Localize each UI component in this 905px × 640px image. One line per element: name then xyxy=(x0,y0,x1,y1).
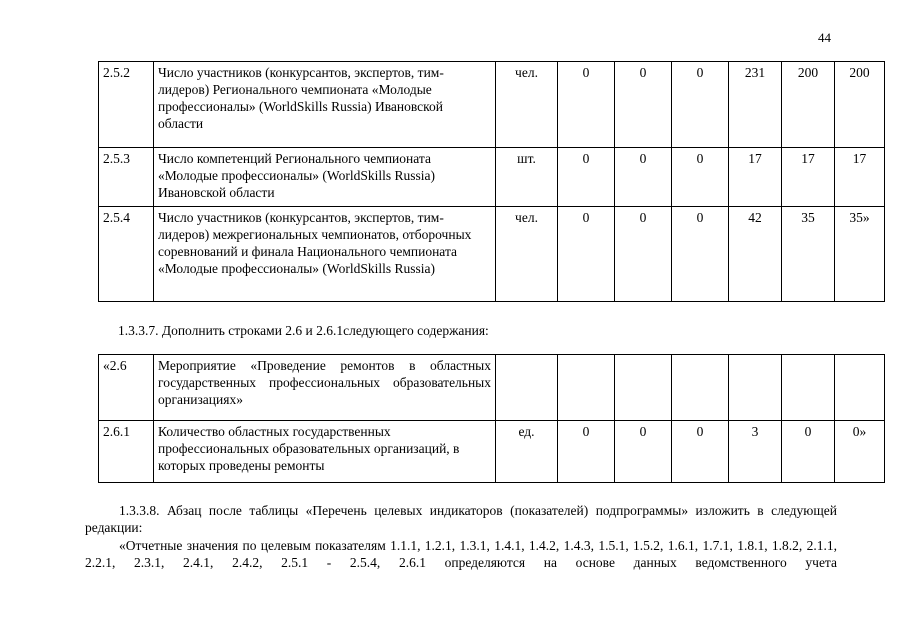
indicator-name: Мероприятие «Проведение ремонтов в областных государственных профессиональных образовательных организациях» xyxy=(154,355,496,421)
value-cell xyxy=(835,355,885,421)
value-cell: 17 xyxy=(835,148,885,207)
value-cell: 35 xyxy=(782,207,835,302)
value-cell: 35» xyxy=(835,207,885,302)
indicator-name: Количество областных государственных профессиональных образовательных организаций, в которых проведены ремонты xyxy=(154,421,496,483)
unit-cell: ед. xyxy=(496,421,558,483)
value-cell xyxy=(558,355,615,421)
value-cell: 3 xyxy=(729,421,782,483)
row-number: 2.6.1 xyxy=(99,421,154,483)
value-cell: 0 xyxy=(558,421,615,483)
value-cell: 0 xyxy=(672,62,729,148)
paragraph-quote: «Отчетные значения по целевым показателям 1.1.1, 1.2.1, 1.3.1, 1.4.1, 1.4.2, 1.4.3, 1.5.1, 1.5.2, 1.6.1, 1.7.1, 1.8.1, 1.8.2, 2.1.1, 2.2.1, 2.3.1, 2.4.1, 2.4.2, 2.5.1 - 2.5.4, 2.6.1 определяются на основе данных ведомственного учета xyxy=(85,538,837,570)
value-cell: 17 xyxy=(782,148,835,207)
new-rows-table xyxy=(98,354,885,483)
value-cell: 200 xyxy=(782,62,835,148)
value-cell: 0 xyxy=(615,62,672,148)
table-row xyxy=(99,355,885,421)
value-cell: 42 xyxy=(729,207,782,302)
indicators-table-continued xyxy=(98,61,885,302)
indicator-name: Число участников (конкурсантов, экспертов, тим-лидеров) межрегиональных чемпионатов, отборочных соревнований и финала Национального чемпионата «Молодые профессионалы» (WorldSkills Russia) xyxy=(154,207,496,302)
indicator-name: Число компетенций Регионального чемпионата «Молодые профессионалы» (WorldSkills Russia) Ивановской области xyxy=(154,148,496,207)
value-cell xyxy=(672,355,729,421)
table-row xyxy=(99,207,885,302)
paragraph-1338: 1.3.3.8. Абзац после таблицы «Перечень целевых индикаторов (показателей) подпрограммы» изложить в следующей редакции: xyxy=(85,503,837,535)
value-cell: 0 xyxy=(558,62,615,148)
value-cell: 0 xyxy=(782,421,835,483)
value-cell xyxy=(782,355,835,421)
unit-cell: чел. xyxy=(496,207,558,302)
value-cell: 0» xyxy=(835,421,885,483)
value-cell: 0 xyxy=(615,421,672,483)
value-cell: 0 xyxy=(558,148,615,207)
indicator-name: Число участников (конкурсантов, экспертов, тим-лидеров) Регионального чемпионата «Молодые профессионалы» (WorldSkills Russia) Ивановской области xyxy=(154,62,496,148)
row-number: 2.5.4 xyxy=(99,207,154,302)
row-number: «2.6 xyxy=(99,355,154,421)
unit-cell: шт. xyxy=(496,148,558,207)
paragraph-1337: 1.3.3.7. Дополнить строками 2.6 и 2.6.1следующего содержания: xyxy=(118,323,489,338)
row-number: 2.5.2 xyxy=(99,62,154,148)
value-cell: 0 xyxy=(672,148,729,207)
table-row xyxy=(99,62,885,148)
value-cell: 231 xyxy=(729,62,782,148)
unit-cell: чел. xyxy=(496,62,558,148)
page-number: 44 xyxy=(818,30,831,45)
value-cell: 0 xyxy=(672,207,729,302)
value-cell: 200 xyxy=(835,62,885,148)
row-number: 2.5.3 xyxy=(99,148,154,207)
unit-cell xyxy=(496,355,558,421)
value-cell: 0 xyxy=(558,207,615,302)
value-cell xyxy=(729,355,782,421)
value-cell: 0 xyxy=(615,148,672,207)
table-row xyxy=(99,148,885,207)
value-cell: 0 xyxy=(672,421,729,483)
value-cell xyxy=(615,355,672,421)
value-cell: 0 xyxy=(615,207,672,302)
table-row xyxy=(99,421,885,483)
value-cell: 17 xyxy=(729,148,782,207)
